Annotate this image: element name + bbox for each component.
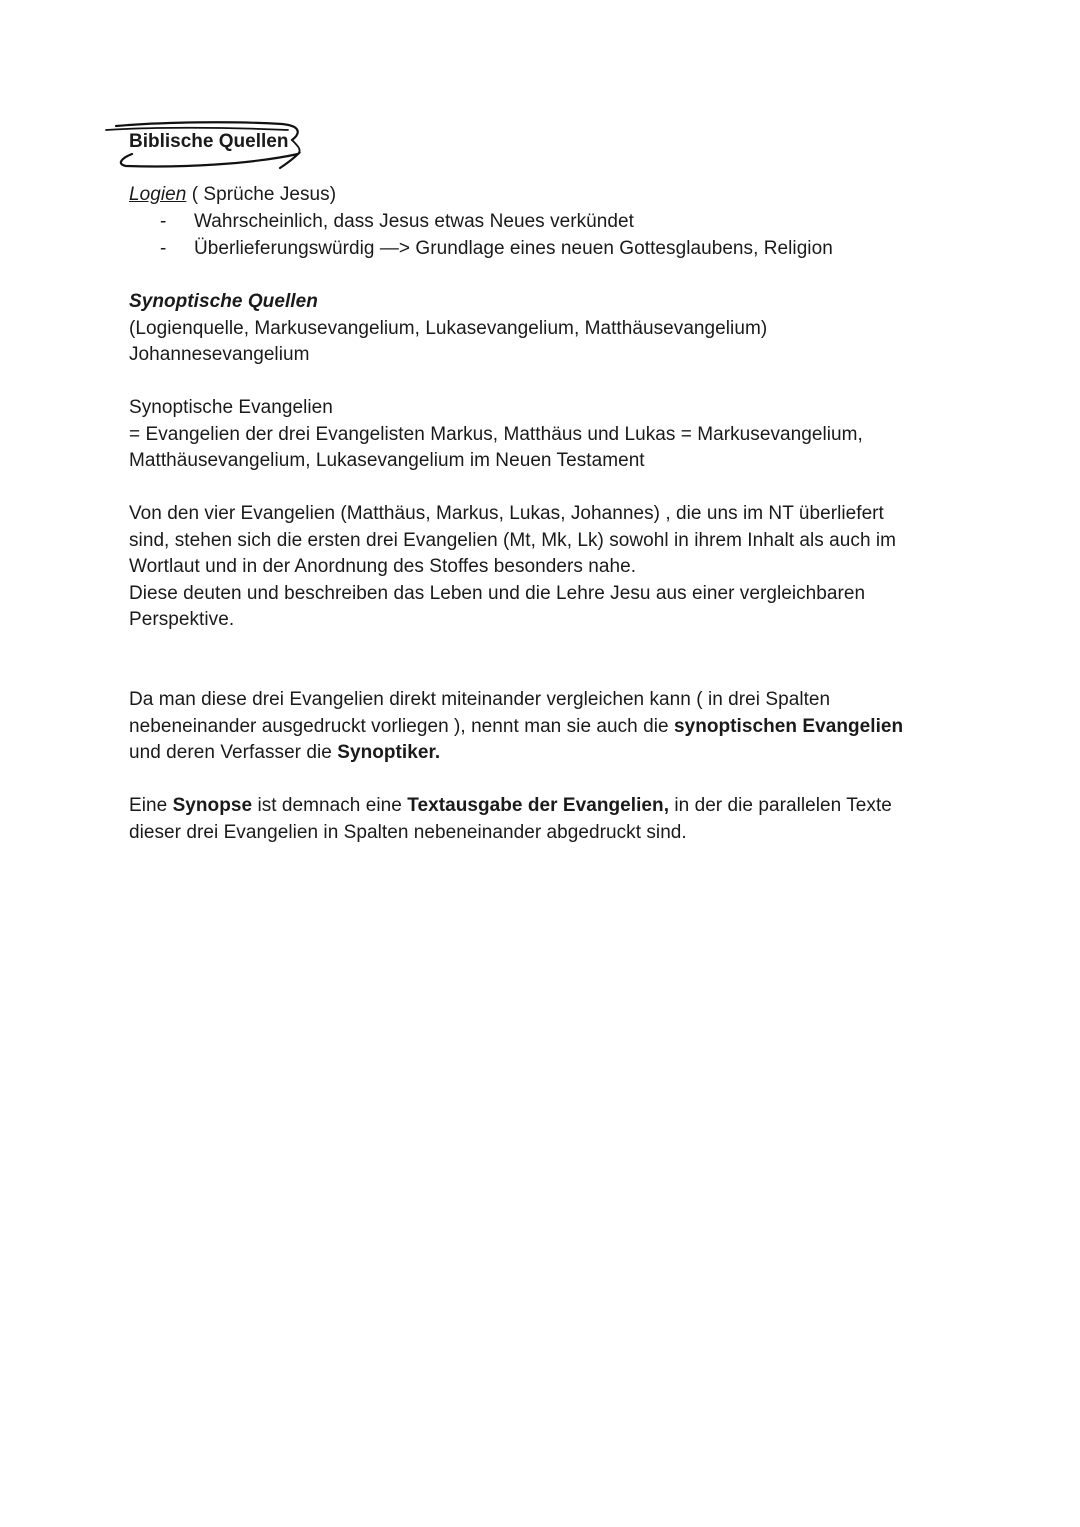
logien-heading bbox=[129, 182, 949, 209]
paragraph-line bbox=[129, 714, 949, 741]
title-box bbox=[102, 118, 312, 174]
list-item-text: Überlieferungswürdig —> Grundlage eines neuen Gottesglaubens, Religion bbox=[194, 237, 833, 259]
list-item bbox=[160, 209, 940, 236]
paragraph-line: sind, stehen sich die ersten drei Evangelien (Mt, Mk, Lk) sowohl in ihrem Inhalt als auch im bbox=[129, 529, 897, 551]
text-run: nebeneinander ausgedruckt vorliegen ), nennt man sie auch die bbox=[129, 715, 674, 737]
paragraph-line: Diese deuten und beschreiben das Leben und die Lehre Jesu aus einer vergleichbaren bbox=[129, 582, 866, 604]
paragraph-line: Perspektive. bbox=[129, 609, 235, 630]
list-item-text: Wahrscheinlich, dass Jesus etwas Neues verkündet bbox=[194, 211, 634, 232]
page-title: Biblische Quellen bbox=[129, 131, 289, 152]
text-run: ist demnach eine bbox=[252, 795, 408, 816]
synoptiker-paragraph bbox=[129, 687, 949, 767]
logien-heading-rest: ( Sprüche Jesus) bbox=[186, 184, 337, 205]
paragraph-line: Synoptische Evangelien bbox=[129, 397, 333, 418]
logien-heading-term: Logien bbox=[129, 184, 187, 205]
paragraph-line: = Evangelien der drei Evangelisten Markus, Matthäus und Lukas = Markusevangelium, bbox=[129, 423, 863, 445]
text-run: und deren Verfasser die bbox=[129, 742, 338, 763]
bold-term: Synopse bbox=[172, 795, 253, 816]
paragraph-line bbox=[129, 740, 949, 767]
bullet-dash: - bbox=[160, 211, 167, 232]
section-heading: Synoptische Quellen bbox=[129, 291, 318, 312]
text-run: in der die parallelen Texte bbox=[669, 795, 892, 816]
logien-list bbox=[160, 209, 940, 262]
paragraph-line bbox=[129, 793, 949, 820]
paragraph-line: Von den vier Evangelien (Matthäus, Markus, Lukas, Johannes) , die uns im NT überliefert bbox=[129, 503, 884, 524]
vier-evangelien-paragraph bbox=[129, 501, 949, 634]
bold-term: Synoptiker. bbox=[337, 742, 441, 763]
paragraph-line: Da man diese drei Evangelien direkt miteinander vergleichen kann ( in drei Spalten bbox=[129, 689, 831, 710]
synopse-paragraph bbox=[129, 793, 949, 846]
synoptische-evangelien-section bbox=[129, 395, 949, 475]
synoptische-quellen-section bbox=[129, 289, 949, 369]
bold-term: Textausgabe der Evangelien, bbox=[407, 795, 670, 816]
paragraph-line: Johannesevangelium bbox=[129, 344, 310, 365]
paragraph-line: dieser drei Evangelien in Spalten nebeneinander abgedruckt sind. bbox=[129, 821, 687, 843]
text-run: Eine bbox=[129, 795, 173, 816]
list-item bbox=[160, 236, 940, 263]
paragraph-line: (Logienquelle, Markusevangelium, Lukasevangelium, Matthäusevangelium) bbox=[129, 317, 768, 339]
paragraph-line: Wortlaut und in der Anordnung des Stoffes besonders nahe. bbox=[129, 556, 637, 577]
bullet-dash: - bbox=[160, 237, 167, 259]
paragraph-line: Matthäusevangelium, Lukasevangelium im Neuen Testament bbox=[129, 450, 645, 471]
bold-term: synoptischen Evangelien bbox=[673, 715, 904, 737]
